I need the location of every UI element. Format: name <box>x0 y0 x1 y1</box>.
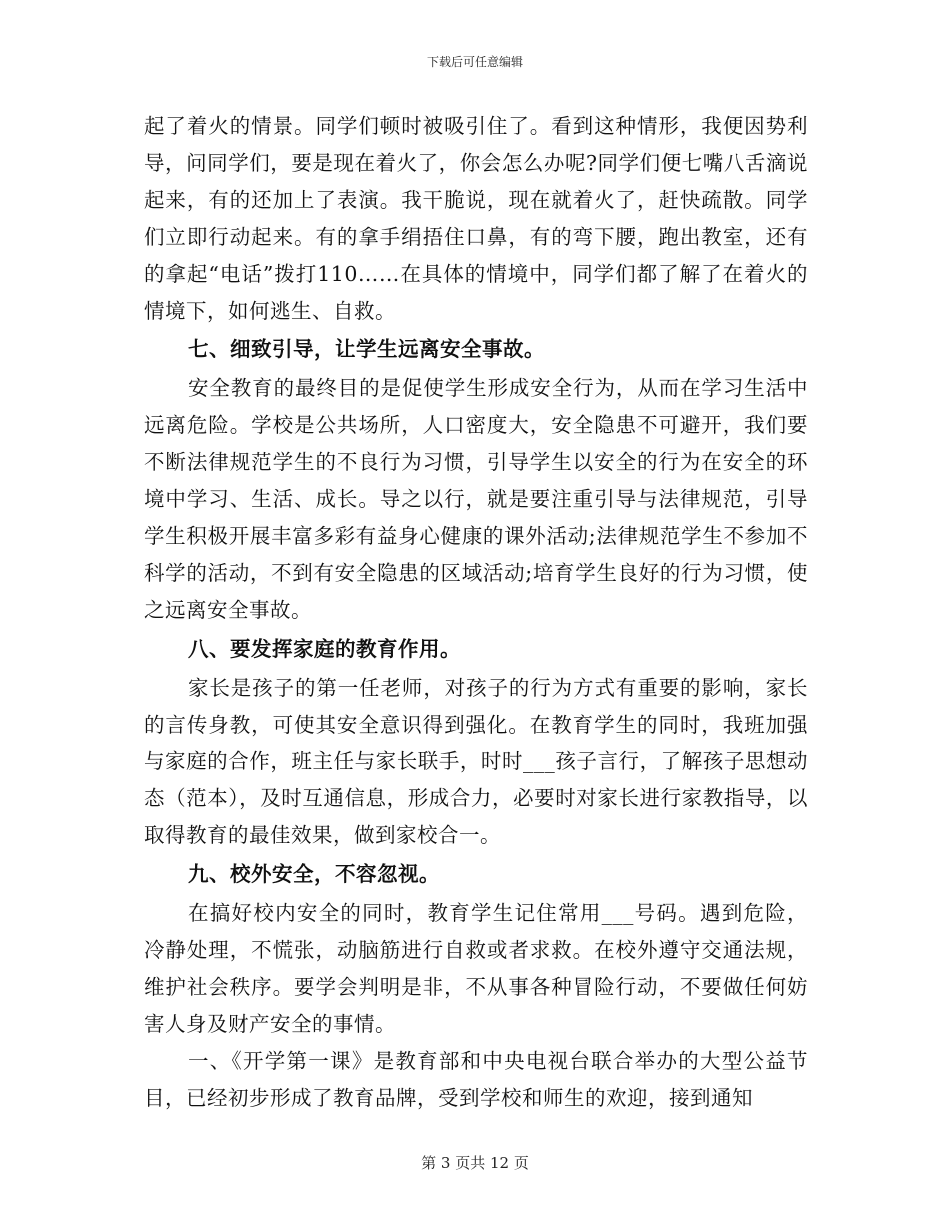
section-heading-7: 七、细致引导，让学生远离安全事故。 <box>188 337 545 362</box>
page-number: 第 3 页共 12 页 <box>421 1154 529 1172</box>
section-heading-9: 九、校外安全，不容忽视。 <box>188 862 440 887</box>
paragraph-first-lesson: 一、《开学第一课》是教育部和中央电视台联合举办的大型公益节目，已经初步形成了教育品牌，受到学校和师生的欢迎，接到通知 <box>144 1048 808 1110</box>
paragraph-outside-safety: 在搞好校内安全的同时，教育学生记住常用___号码。遇到危险，冷静处理，不慌张，动脑筋进行自救或者求救。在校外遵守交通法规，维护社会秩序。要学会判明是非，不从事各种冒险行动，不要做任何妨害人身及财产安全的事情。 <box>144 901 808 1036</box>
paragraph-family-education: 家长是孩子的第一任老师，对孩子的行为方式有重要的影响，家长的言传身教，可使其安全意识得到强化。在教育学生的同时，我班加强与家庭的合作，班主任与家长联手，时时___孩子言行，了解孩子思想动态（范本），及时互通信息，形成合力，必要时对家长进行家教指导，以取得教育的最佳效果，做到家校合一。 <box>144 675 808 848</box>
document-body <box>144 108 808 1116</box>
paragraph-guidance: 安全教育的最终目的是促使学生形成安全行为，从而在学习生活中远离危险。学校是公共场所，人口密度大，安全隐患不可避开，我们要不断法律规范学生的不良行为习惯，引导学生以安全的行为在安全的环境中学习、生活、成长。导之以行，就是要注重引导与法律规范，引导学生积极开展丰富多彩有益身心健康的课外活动;法律规范学生不参加不科学的活动，不到有安全隐患的区域活动;培育学生良好的行为习惯，使之远离安全事故。 <box>144 376 808 622</box>
paragraph-fire-drill: 起了着火的情景。同学们顿时被吸引住了。看到这种情形，我便因势利导，问同学们，要是现在着火了，你会怎么办呢?同学们便七嘴八舌滴说起来，有的还加上了表演。我干脆说，现在就着火了，赶快疏散。同学们立即行动起来。有的拿手绢捂住口鼻，有的弯下腰，跑出教室，还有的拿起“电话”拨打110……在具体的情境中，同学们都了解了在着火的情境下，如何逃生、自救。 <box>144 114 808 323</box>
page-header: 下载后可任意编辑 <box>426 55 523 69</box>
section-heading-8: 八、要发挥家庭的教育作用。 <box>188 636 461 661</box>
